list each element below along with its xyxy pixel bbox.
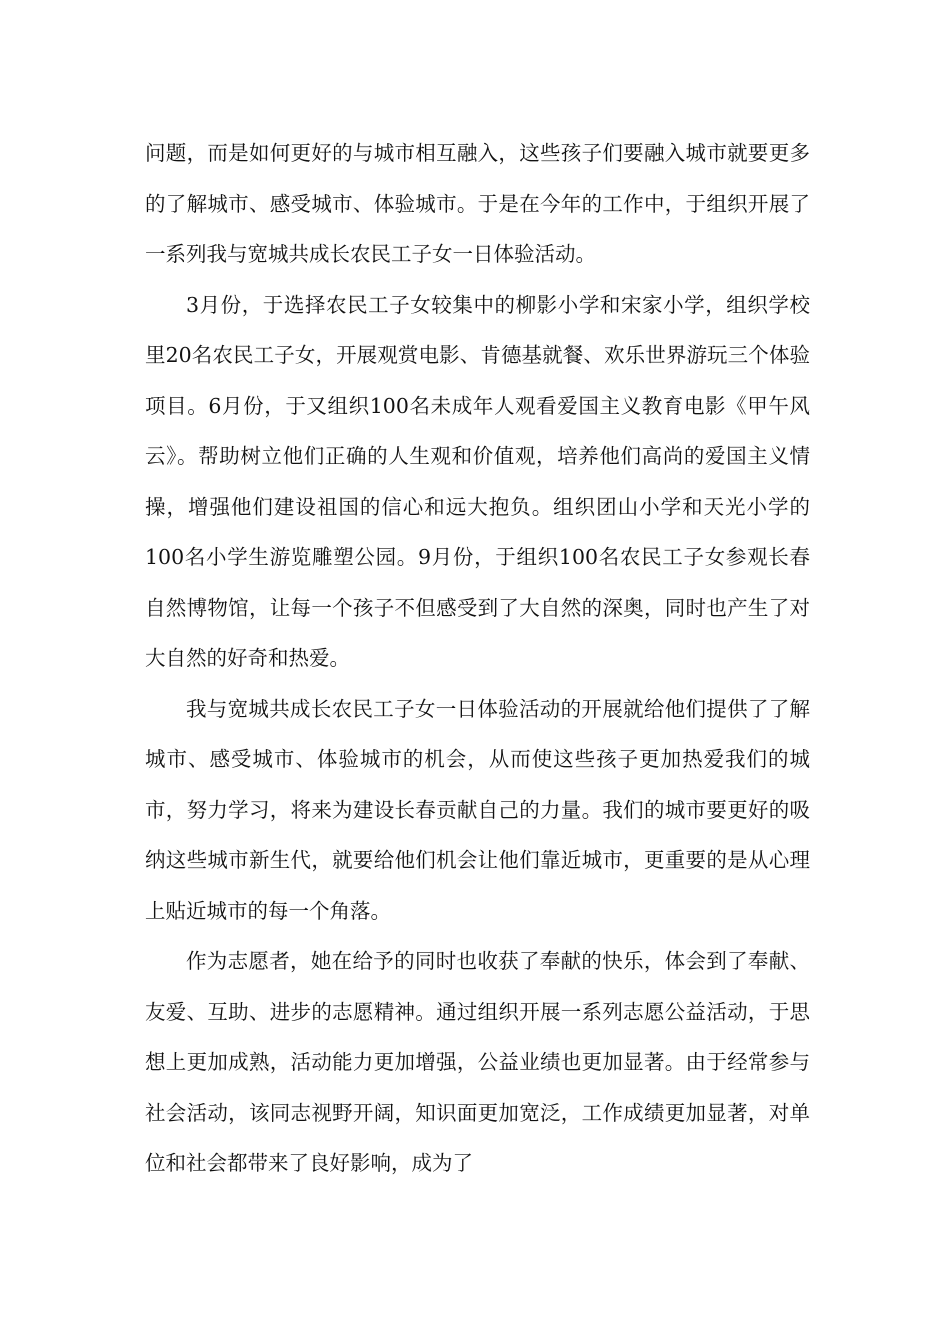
paragraph-1: 问题，而是如何更好的与城市相互融入，这些孩子们要融入城市就要更多的了解城市、感受城市、体验城市。于是在今年的工作中，于组织开展了一系列我与宽城共成长农民工子女一日体验活动。: [145, 141, 810, 266]
paragraph-3: 我与宽城共成长农民工子女一日体验活动的开展就给他们提供了了解城市、感受城市、体验城市的机会，从而使这些孩子更加热爱我们的城市，努力学习，将来为建设长春贡献自己的力量。我们的城市要更好的吸纳这些城市新生代，就要给他们机会让他们靠近城市，更重要的是从心理上贴近城市的每一个角落。: [145, 696, 810, 923]
document-body: [145, 128, 810, 1189]
paragraph-4: 作为志愿者，她在给予的同时也收获了奉献的快乐，体会到了奉献、友爱、互助、进步的志愿精神。通过组织开展一系列志愿公益活动，于思想上更加成熟，活动能力更加增强，公益业绩也更加显著。由于经常参与社会活动，该同志视野开阔，知识面更加宽泛，工作成绩更加显著，对单位和社会都带来了良好影响，成为了: [145, 949, 810, 1175]
paragraph-2: 3月份，于选择农民工子女较集中的柳影小学和宋家小学，组织学校里20名农民工子女，开展观赏电影、肯德基就餐、欢乐世界游玩三个体验项目。6月份，于又组织100名未成年人观看爱国主义教育电影《甲午风云》。帮助树立他们正确的人生观和价值观，培养他们高尚的爱国主义情操，增强他们建设祖国的信心和远大抱负。组织团山小学和天光小学的100名小学生游览雕塑公园。9月份，于组织100名农民工子女参观长春自然博物馆，让每一个孩子不但感受到了大自然的深奥，同时也产生了对大自然的好奇和热爱。: [145, 292, 810, 670]
